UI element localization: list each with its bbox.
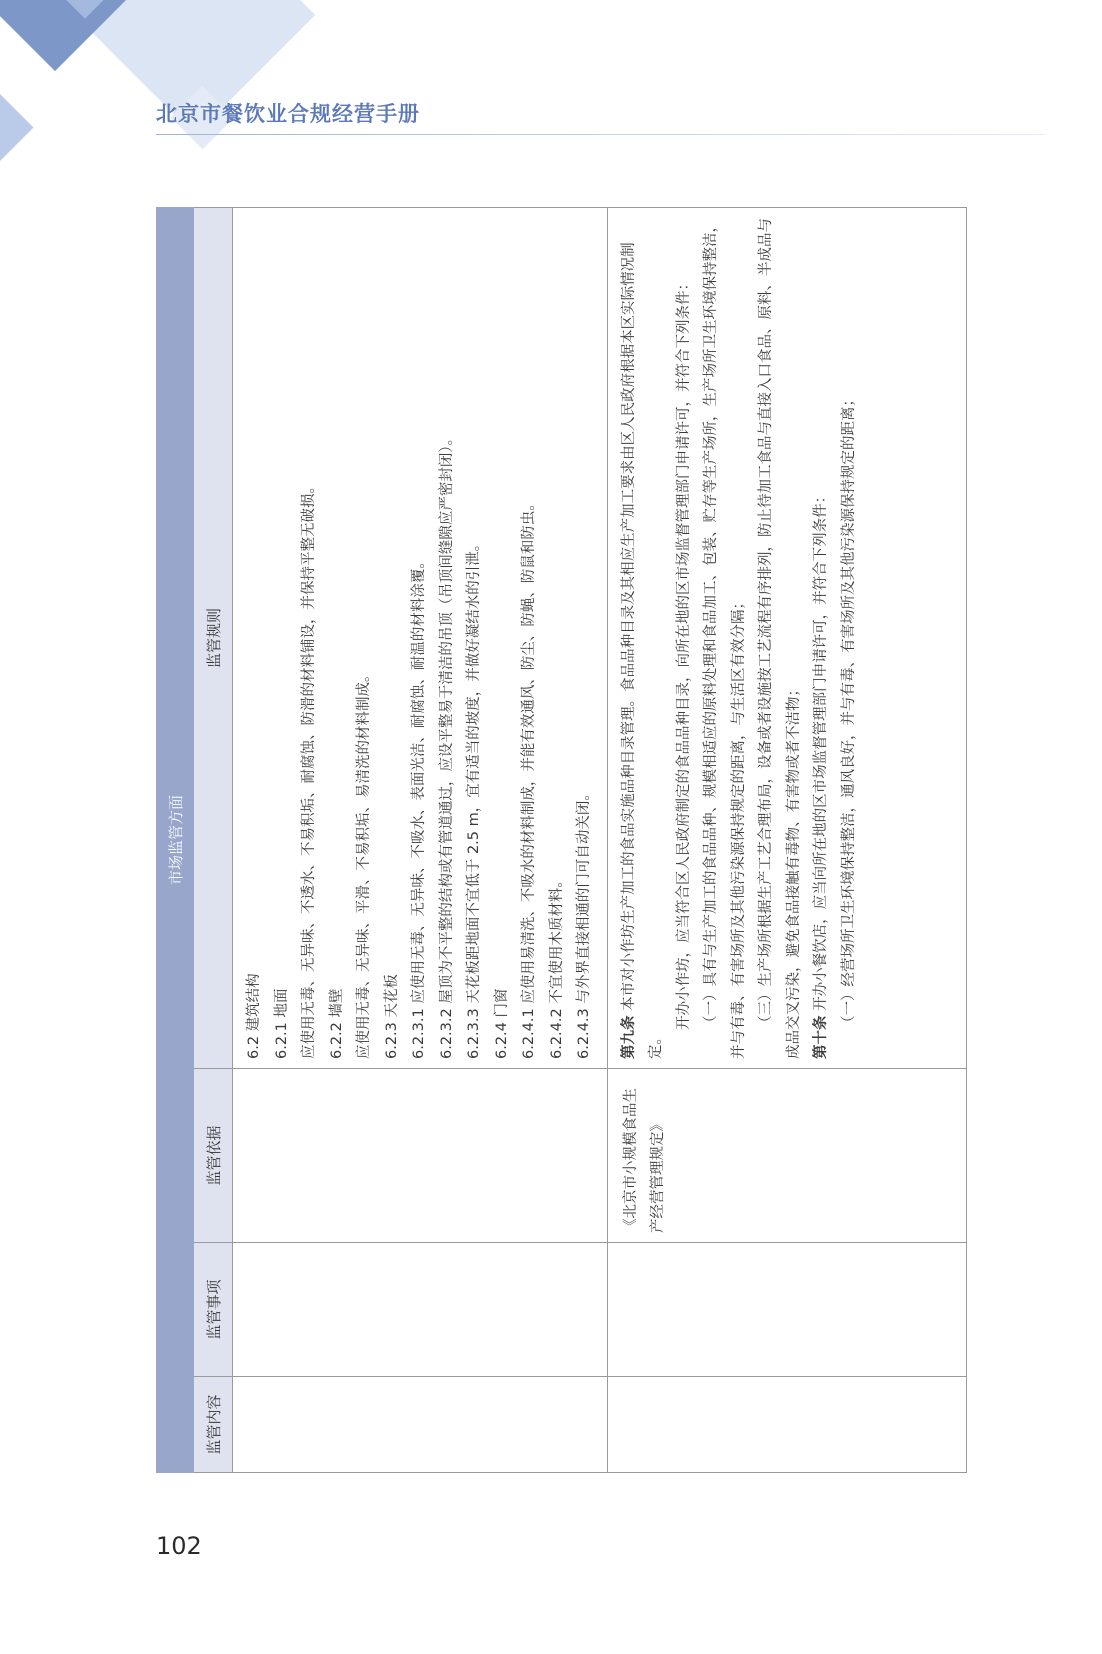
rule-line: 6.2.1 地面 [273,988,290,1059]
article-paragraph [698,217,753,1059]
column-header-item: 监管事项 [194,1243,233,1377]
cell-rules [233,208,608,1069]
rule-line: 应使用无毒、无异味、不透水、不易积垢、耐腐蚀、防滑的材料铺设，并保持平整无破损。 [301,479,317,1059]
page-number: 102 [156,1532,202,1560]
cell-content [607,1377,966,1473]
article-text: 开办小餐饮店，应当向所在地的区市场监督管理部门申请许可，并符合下列条件： [813,488,829,1011]
cell-content [233,1377,608,1473]
article-text: （一）经营场所卫生环境保持整洁，通风良好，并与有毒、有害场所及其他污染源保持规定的距离； [840,392,857,1030]
column-header-basis: 监管依据 [194,1069,233,1243]
title-divider [156,134,1046,135]
header-decoration [0,82,33,174]
book-title: 北京市餐饮业合规经营手册 [156,102,420,126]
article-paragraph [836,217,864,1059]
column-header-content: 监管内容 [194,1377,233,1473]
rule-line: 6.2.4.1 应使用易清洗、不吸水的材料制成，并能有效通风、防尘、防蝇、防鼠和防虫。 [521,496,537,1059]
article-paragraph [671,217,699,1059]
rule-line: 6.2.2 墙壁 [328,988,345,1059]
article-text: （一）具有与生产加工的食品品种、规模相适应的原料处理和食品加工、包装、贮存等生产场所，生产场所卫生环境保持整洁，并与有毒、有害场所及其他污染源保持规定的距离，与生活区有效分隔； [703,218,747,1059]
article-number: 第十条 [813,1015,829,1059]
rule-line: 6.2.4.3 与外界直接相通的门可自动关闭。 [576,786,592,1059]
regulation-table [156,207,936,1473]
column-header-rules: 监管规则 [194,208,233,1069]
rule-line: 6.2.3 天花板 [383,973,400,1059]
cell-basis: 《北京市小规模食品生产经营管理规定》 [607,1069,966,1243]
article-text: （三）生产场所根据生产工艺合理布局，设备或者设施按工艺流程有序排列，防止待加工食品与直接入口食品、原料、半成品与成品交叉污染，避免食品接触有毒物、有害物或者不洁物； [758,218,802,1059]
table-band-title: 市场监管方面 [157,208,194,1473]
rule-line: 6.2 建筑结构 [246,973,262,1059]
article-paragraph [808,217,836,1059]
cell-rules [607,208,966,1069]
article-text: 本市对小作坊生产加工的食品实施品种目录管理。食品品种目录及其相应生产加工要求由区人民政府根据本区实际情况制定。 [620,242,664,1059]
cell-item [233,1243,608,1377]
rule-line: 6.2.4 门窗 [493,988,510,1059]
rule-line: 6.2.3.1 应使用无毒、无异味、不吸水、表面光洁、耐腐蚀、耐温的材料涂覆。 [411,554,427,1059]
cell-item [607,1243,966,1377]
table-row [607,208,966,1473]
rule-line: 6.2.3.3 天花板距地面不宜低于 2.5 m，宜有适当的坡度，并做好凝结水的引泄。 [466,536,482,1059]
article-paragraph [753,217,808,1059]
article-number: 第九条 [620,1015,637,1059]
article-text: 开办小作坊，应当符合区人民政府制定的食品品种目录，向所在地的区市场监督管理部门申请许可，并符合下列条件： [675,276,692,1030]
rule-line: 6.2.3.2 屋顶为不平整的结构或有管道通过，应设平整易于清洁的吊顶（吊顶间缝隙应严密封闭）。 [438,430,455,1059]
article-paragraph [616,217,671,1059]
rule-line: 应使用无毒、无异味、平滑、不易积垢、易清洗的材料制成。 [356,667,372,1059]
cell-basis [233,1069,608,1243]
rule-line: 6.2.4.2 不宜使用木质材料。 [548,873,565,1059]
table-row [233,208,608,1473]
